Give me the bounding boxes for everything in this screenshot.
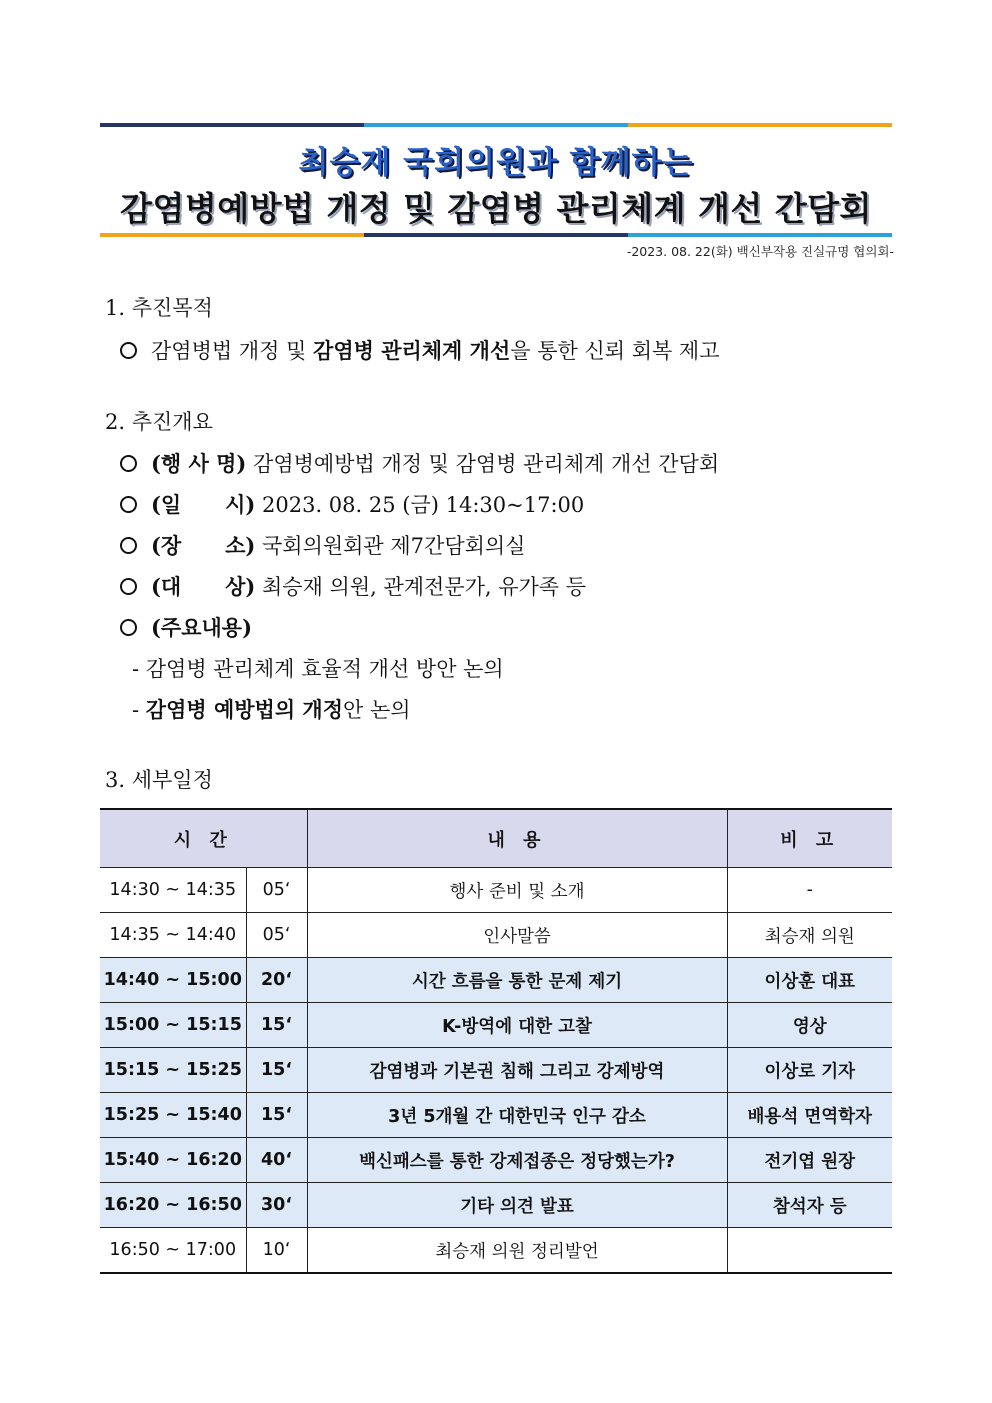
header-bottom-bar	[100, 233, 892, 237]
table-row	[100, 868, 892, 913]
header-top-bar	[100, 123, 892, 127]
bullet2-bold-1: 감염병 예방법	[145, 697, 275, 722]
main-content-bullet-1: - 감염병 관리체계 효율적 개선 방안 논의	[132, 657, 504, 681]
section-1-heading: 1. 추진목적	[105, 296, 213, 320]
main-content-label: (주요내용)	[151, 615, 253, 640]
row-content: 최승재 의원 정리발언	[307, 1228, 727, 1274]
overview-target	[120, 571, 586, 601]
date-label: (일 시)	[151, 492, 256, 517]
table-row	[100, 1093, 892, 1138]
overview-main-content	[120, 612, 252, 642]
purpose-text-bold: 감염병 관리체계 개선	[313, 338, 511, 363]
row-note: 참석자 등	[727, 1183, 892, 1228]
row-content: 기타 의견 발표	[307, 1183, 727, 1228]
row-duration: 20‘	[246, 958, 307, 1003]
row-note: 이상로 기자	[727, 1048, 892, 1093]
row-content: K-방역에 대한 고찰	[307, 1003, 727, 1048]
row-note: 이상훈 대표	[727, 958, 892, 1003]
row-content: 인사말씀	[307, 913, 727, 958]
purpose-text-post: 을 통한 신뢰 회복 제고	[510, 339, 720, 363]
circle-bullet-icon	[120, 496, 137, 513]
schedule-table	[100, 808, 892, 1274]
overview-date	[120, 489, 584, 519]
row-content: 시간 흐름을 통한 문제 제기	[307, 958, 727, 1003]
circle-bullet-icon	[120, 455, 137, 472]
row-time: 14:40 ~ 15:00	[100, 958, 246, 1003]
place-label: (장 소)	[151, 533, 256, 558]
bullet2-bold-2: 개정	[302, 697, 343, 722]
date-value: 2023. 08. 25 (금) 14:30~17:00	[262, 493, 585, 517]
row-note: 전기엽 원장	[727, 1138, 892, 1183]
row-content: 행사 준비 및 소개	[307, 868, 727, 913]
row-note: -	[727, 868, 892, 913]
row-duration: 10‘	[246, 1228, 307, 1274]
bullet2-mid: 의	[274, 697, 303, 722]
row-content: 백신패스를 통한 강제접종은 정당했는가?	[307, 1138, 727, 1183]
row-time: 15:25 ~ 15:40	[100, 1093, 246, 1138]
circle-bullet-icon	[120, 619, 137, 636]
overview-place	[120, 530, 525, 560]
row-duration: 05‘	[246, 868, 307, 913]
circle-bullet-icon	[120, 342, 137, 359]
place-value: 국회의원회관 제7간담회의실	[262, 534, 526, 558]
row-duration: 40‘	[246, 1138, 307, 1183]
header-content: 내 용	[307, 809, 727, 868]
row-note	[727, 1228, 892, 1274]
row-content: 감염병과 기본권 침해 그리고 강제방역	[307, 1048, 727, 1093]
table-row	[100, 1048, 892, 1093]
row-duration: 15‘	[246, 1048, 307, 1093]
table-row	[100, 913, 892, 958]
title-line-2: 감염병예방법 개정 및 감염병 관리체계 개선 간담회	[120, 189, 872, 228]
row-time: 16:20 ~ 16:50	[100, 1183, 246, 1228]
title-line-1: 최승재 국회의원과 함께하는	[298, 145, 694, 181]
row-time: 16:50 ~ 17:00	[100, 1228, 246, 1274]
bullet-dash: -	[132, 698, 146, 722]
row-note: 영상	[727, 1003, 892, 1048]
table-row	[100, 1228, 892, 1274]
row-time: 14:30 ~ 14:35	[100, 868, 246, 913]
row-time: 15:40 ~ 16:20	[100, 1138, 246, 1183]
schedule-header-row	[100, 809, 892, 868]
table-row	[100, 958, 892, 1003]
row-note: 최승재 의원	[727, 913, 892, 958]
table-row	[100, 1138, 892, 1183]
row-content: 3년 5개월 간 대한민국 인구 감소	[307, 1093, 727, 1138]
table-row	[100, 1003, 892, 1048]
circle-bullet-icon	[120, 537, 137, 554]
row-time: 15:15 ~ 15:25	[100, 1048, 246, 1093]
circle-bullet-icon	[120, 578, 137, 595]
event-name-label: (행 사 명)	[151, 451, 247, 476]
purpose-text-pre: 감염병법 개정 및	[151, 339, 314, 363]
section-3-heading: 3. 세부일정	[105, 768, 213, 792]
row-duration: 30‘	[246, 1183, 307, 1228]
main-content-bullet-2	[132, 694, 411, 724]
target-label: (대 상)	[151, 574, 256, 599]
event-name-value: 감염병예방법 개정 및 감염병 관리체계 개선 간담회	[253, 452, 720, 476]
date-line: -2023. 08. 22(화) 백신부작용 진실규명 협의회-	[626, 244, 894, 259]
row-time: 14:35 ~ 14:40	[100, 913, 246, 958]
row-duration: 15‘	[246, 1003, 307, 1048]
table-row	[100, 1183, 892, 1228]
row-duration: 15‘	[246, 1093, 307, 1138]
row-duration: 05‘	[246, 913, 307, 958]
target-value: 최승재 의원, 관계전문가, 유가족 등	[262, 575, 587, 599]
bullet2-post: 안 논의	[343, 698, 411, 722]
row-time: 15:00 ~ 15:15	[100, 1003, 246, 1048]
overview-event-name	[120, 448, 719, 478]
header-note: 비 고	[727, 809, 892, 868]
row-note: 배용석 면역학자	[727, 1093, 892, 1138]
header-time: 시 간	[100, 809, 307, 868]
purpose-item	[120, 335, 720, 365]
section-2-heading: 2. 추진개요	[105, 410, 213, 434]
